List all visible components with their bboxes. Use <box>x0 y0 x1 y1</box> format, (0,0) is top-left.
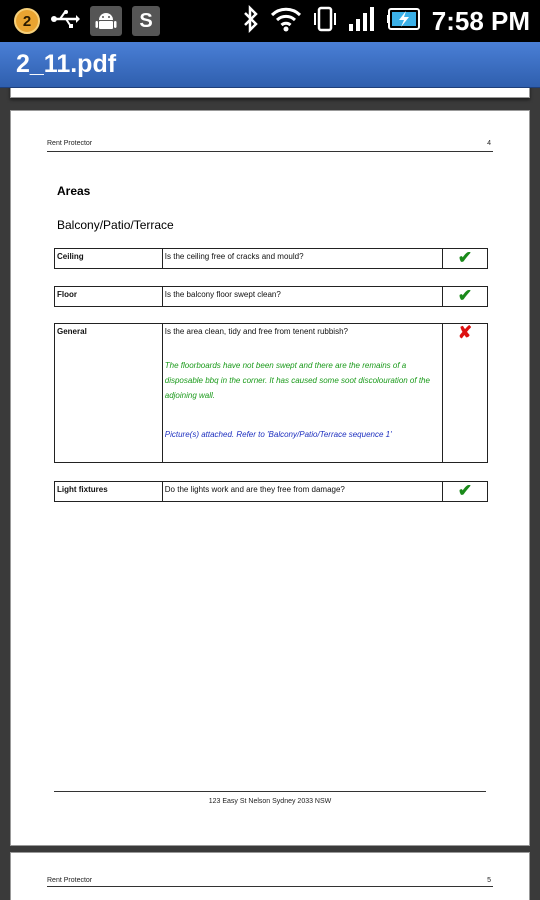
page-footer: 123 Easy St Nelson Sydney 2033 NSW <box>54 791 486 805</box>
result-cell <box>443 482 488 502</box>
checklist-row <box>54 286 488 307</box>
area-label: Floor <box>55 287 163 307</box>
question-text: Is the balcony floor swept clean? <box>162 287 442 307</box>
question-text: Is the area clean, tidy and free from tenent rubbish? <box>164 327 348 336</box>
area-label: General <box>55 324 163 463</box>
signal-icon <box>348 6 376 37</box>
result-cell <box>443 249 488 269</box>
bluetooth-icon <box>242 5 260 38</box>
notification-icons[interactable] <box>14 4 160 38</box>
page-header <box>47 138 493 152</box>
pdf-viewer[interactable] <box>0 88 540 900</box>
checklist-row <box>54 323 488 463</box>
next-page-number: 5 <box>487 877 491 884</box>
area-label: Light fixtures <box>55 482 163 502</box>
checkmark-icon: ✔ <box>457 481 473 500</box>
clock: 7:58 PM <box>431 5 530 36</box>
result-cell <box>443 287 488 307</box>
cross-icon: ✘ <box>457 323 473 342</box>
next-page-header-label: Rent Protector <box>47 877 93 884</box>
section-heading: Balcony/Patio/Terrace <box>57 218 174 232</box>
wifi-icon <box>270 6 302 37</box>
inspector-note: The floorboards have not been swept and there are the remains of a disposable bbq in the corner. It has caused some soot discolouration of the adjoining wall. <box>164 361 430 400</box>
question-text: Do the lights work and are they free from damage? <box>162 482 442 502</box>
notification-badge-icon[interactable]: 2 <box>14 8 40 34</box>
next-page[interactable] <box>10 852 530 900</box>
pdf-page[interactable] <box>10 110 530 846</box>
skype-icon: S <box>132 6 160 36</box>
question-text: Is the ceiling free of cracks and mould? <box>162 249 442 269</box>
battery-charging-icon <box>386 6 422 37</box>
previous-page[interactable] <box>10 88 530 98</box>
area-label: Ceiling <box>55 249 163 269</box>
vibrate-icon <box>312 5 338 38</box>
usb-icon <box>50 9 80 34</box>
page-header-label: Rent Protector <box>47 140 93 147</box>
checklist-row <box>54 248 488 269</box>
android-debug-icon <box>90 6 122 36</box>
checkmark-icon: ✔ <box>457 286 473 305</box>
page-number: 4 <box>487 140 491 147</box>
question-cell <box>162 324 442 463</box>
picture-reference[interactable]: Picture(s) attached. Refer to 'Balcony/Patio/Terrace sequence 1' <box>164 430 392 439</box>
checklist-row <box>54 481 488 502</box>
document-title: 2_11.pdf <box>16 50 117 78</box>
areas-heading: Areas <box>57 184 91 198</box>
next-page-header <box>47 875 493 887</box>
title-bar <box>0 42 540 88</box>
status-bar <box>0 0 540 42</box>
system-icons <box>242 4 530 38</box>
result-cell <box>443 324 488 463</box>
checkmark-icon: ✔ <box>457 248 473 267</box>
